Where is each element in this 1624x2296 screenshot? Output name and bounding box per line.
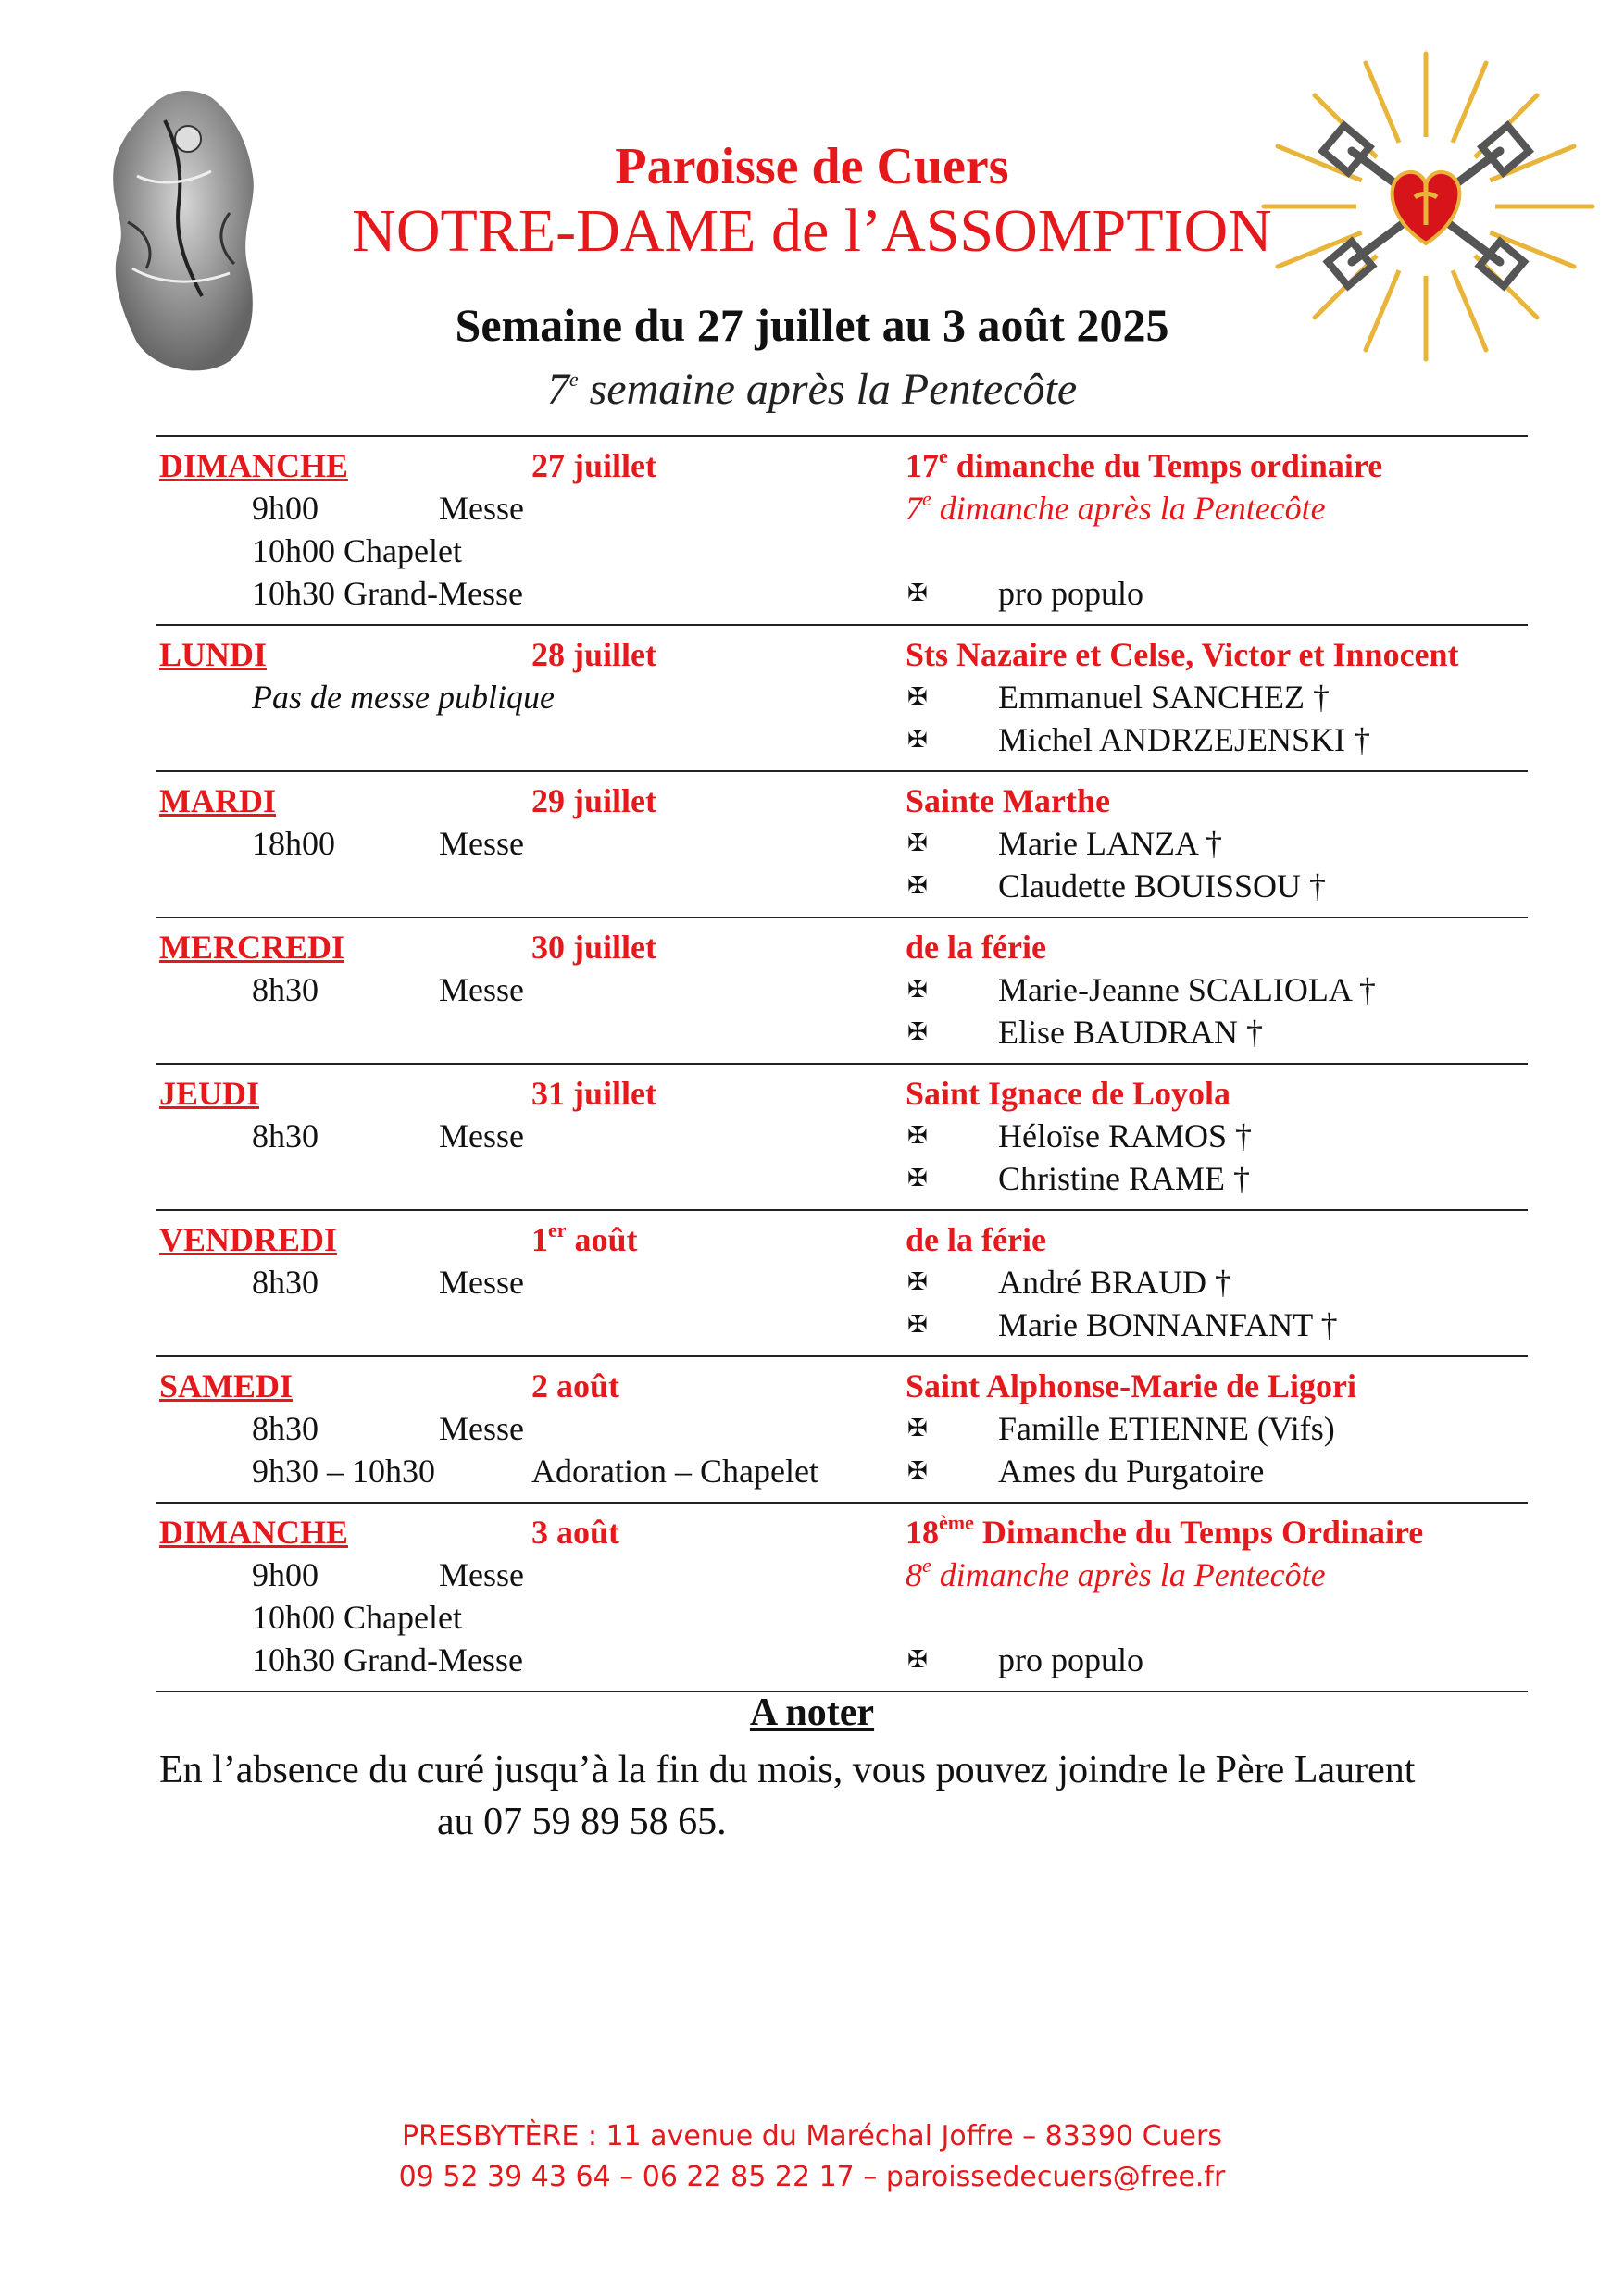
maltese-cross-icon: ✠ [907,1457,928,1485]
mass-intention: Marie LANZA † [998,825,1222,862]
feast-title: Sts Nazaire et Celse, Victor et Innocent [906,636,1459,673]
day-block-tuesday-29 [156,772,1528,918]
day-name: DIMANCHE [159,1514,348,1551]
service-type: Messe [439,1410,524,1447]
feast-title: Saint Alphonse-Marie de Ligori [906,1367,1357,1404]
mass-intention: pro populo [998,575,1143,612]
day-block-sunday-3 [156,1504,1528,1692]
service-type: Messe [439,1556,524,1593]
feast-title: 17e dimanche du Temps ordinaire [906,444,1383,484]
footer-address: PRESBYTÈRE : 11 avenue du Maréchal Joffre – 83390 Cuers [402,2120,1222,2152]
service-time: 10h30 Grand-Messe [252,575,523,612]
maltese-cross-icon: ✠ [907,1646,928,1674]
service-time: 10h00 Chapelet [252,1599,462,1636]
service-time: 8h30 [252,1410,319,1447]
day-date: 31 juillet [531,1075,656,1112]
mass-intention: Claudette BOUISSOU † [998,867,1326,905]
week-title: Semaine du 27 juillet au 3 août 2025 [455,299,1169,351]
service-time: 9h00 [252,1556,319,1593]
day-name: VENDREDI [159,1221,338,1258]
service-type: Messe [439,825,524,862]
service-time: 10h00 Chapelet [252,532,462,569]
day-name: JEUDI [159,1075,260,1112]
day-name: DIMANCHE [159,447,348,484]
feast-title: 18ème Dimanche du Temps Ordinaire [906,1511,1424,1551]
maltese-cross-icon: ✠ [907,1311,928,1339]
mass-intention: André BRAUD † [998,1264,1231,1301]
feast-title: de la férie [906,1221,1046,1258]
day-block-sunday-27 [156,437,1528,626]
day-block-wednesday-30 [156,918,1528,1065]
day-date: 3 août [531,1514,620,1551]
mass-intention: Famille ETIENNE (Vifs) [998,1410,1335,1447]
day-name: MARDI [159,782,276,819]
day-date: 30 juillet [531,929,656,966]
church-title: NOTRE-DAME de l’ASSOMPTION [352,197,1272,265]
day-block-friday-1 [156,1211,1528,1357]
notes-heading: A noter [749,1691,875,1734]
service-time: 8h30 [252,1264,319,1301]
mass-intention: Marie BONNANFANT † [998,1306,1338,1343]
service-time: 18h00 [252,825,335,862]
maltese-cross-icon: ✠ [907,1165,928,1192]
mass-intention: Emmanuel SANCHEZ † [998,679,1330,716]
service-time: 9h30 – 10h30 [252,1453,435,1490]
feast-subtitle: 8e dimanche après la Pentecôte [906,1554,1326,1593]
service-time: 8h30 [252,1117,319,1154]
day-block-saturday-2 [156,1357,1528,1504]
no-public-mass-note: Pas de messe publique [252,679,555,716]
maltese-cross-icon: ✠ [907,976,928,1004]
maltese-cross-icon: ✠ [907,1415,928,1442]
maltese-cross-icon: ✠ [907,580,928,607]
liturgical-week-subtitle: 7e semaine après la Pentecôte [546,365,1078,414]
day-block-thursday-31 [156,1065,1528,1211]
service-type: Messe [439,1117,524,1154]
maltese-cross-icon: ✠ [907,830,928,857]
maltese-cross-icon: ✠ [907,726,928,754]
feast-title: Saint Ignace de Loyola [906,1075,1231,1112]
service-type: Messe [439,490,524,527]
service-time: 10h30 Grand-Messe [252,1641,523,1678]
mass-intention: Elise BAUDRAN † [998,1014,1263,1051]
mass-intention: Marie-Jeanne SCALIOLA † [998,971,1376,1008]
footer-contact: 09 52 39 43 64 – 06 22 85 22 17 – paroissedecuers@free.fr [398,2161,1226,2193]
feast-subtitle: 7e dimanche après la Pentecôte [906,487,1326,527]
service-type: Messe [439,971,524,1008]
parish-title: Paroisse de Cuers [615,138,1009,195]
service-time: 8h30 [252,971,319,1008]
notes-text-line1: En l’absence du curé jusqu’à la fin du mois, vous pouvez joindre le Père Laurent [159,1749,1416,1791]
service-type: Messe [439,1264,524,1301]
weekly-schedule [156,435,1528,1692]
day-date: 2 août [531,1367,620,1404]
mass-intention: Michel ANDRZEJENSKI † [998,721,1370,758]
maltese-cross-icon: ✠ [907,683,928,711]
mass-intention: Ames du Purgatoire [998,1453,1265,1490]
service-time: 9h00 [252,490,319,527]
maltese-cross-icon: ✠ [907,1268,928,1296]
day-date: 1er août [531,1218,638,1258]
maltese-cross-icon: ✠ [907,1122,928,1150]
maltese-cross-icon: ✠ [907,872,928,900]
day-name: MERCREDI [159,929,345,966]
day-date: 27 juillet [531,447,656,484]
mass-intention: Christine RAME † [998,1160,1251,1197]
day-name: LUNDI [159,636,268,673]
maltese-cross-icon: ✠ [907,1018,928,1046]
day-name: SAMEDI [159,1367,294,1404]
feast-title: Sainte Marthe [906,782,1110,819]
mass-intention: Héloïse RAMOS † [998,1117,1253,1154]
notes-text-line2: au 07 59 89 58 65. [437,1801,727,1843]
feast-title: de la férie [906,929,1046,966]
service-type: Adoration – Chapelet [531,1453,818,1490]
day-block-monday-28 [156,626,1528,772]
mass-intention: pro populo [998,1641,1143,1678]
day-date: 28 juillet [531,636,656,673]
day-date: 29 juillet [531,782,656,819]
